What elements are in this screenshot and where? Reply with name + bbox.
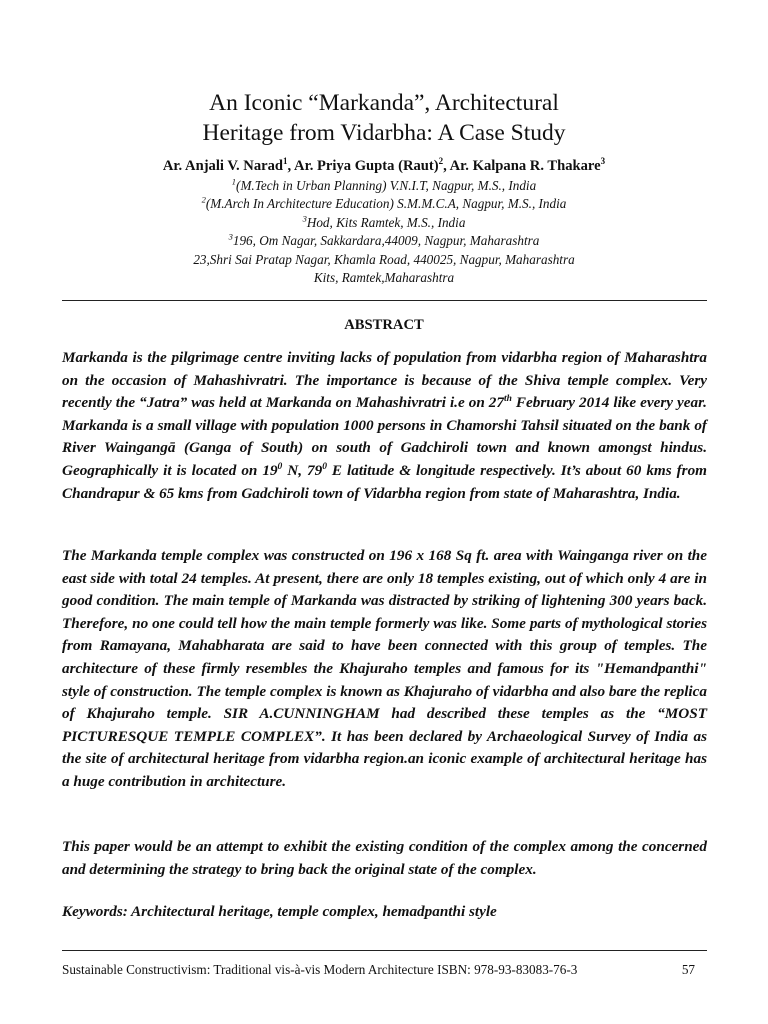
text-run: Markanda is the pilgrimage centre inviting lacks of population from vidarbha region of Maharashtra on the occasion of Mahashivratri. The importance is because of the Shiva temple complex. Very recently the “Jatra” was held at Markanda on Mahashivratri i.e on 27 — [62, 349, 707, 412]
affiliation-text: 196, Om Nagar, Sakkardara,44009, Nagpur, Maharashtra — [232, 233, 540, 249]
text-run: N, 79 — [282, 461, 323, 479]
author-list — [0, 156, 768, 176]
affiliation-mark: 1 — [231, 176, 237, 187]
superscript: th — [503, 394, 512, 405]
title-line-1: An Iconic “Markanda”, Architectural — [209, 90, 559, 116]
affiliation-mark: 2 — [201, 195, 206, 206]
affiliation-text: (M.Arch In Architecture Education) S.M.M.C.A, Nagpur, M.S., India — [205, 196, 567, 212]
author-name: Ar. Kalpana R. Thakare — [449, 158, 601, 174]
keywords-line: Keywords: Architectural heritage, temple complex, hemadpanthi style — [62, 903, 497, 920]
abstract-paragraph-3: This paper would be an attempt to exhibit the existing condition of the complex among the concerned and determining the strategy to bring back the original state of the complex. — [62, 838, 707, 878]
page-number: 57 — [681, 962, 695, 977]
header-divider — [62, 300, 707, 301]
text-run: E latitude & longitude respectively. It’s about 60 kms from Chandrapur & 65 kms from Gadchiroli town of Vidarbha region from state of Maharashtra, India. — [62, 461, 707, 502]
page-footer — [62, 961, 707, 979]
footer-citation: Sustainable Constructivism: Traditional vis-à-vis Modern Architecture ISBN: 978-93-83083-76-3 — [62, 962, 578, 977]
abstract-heading: ABSTRACT — [344, 317, 424, 333]
affiliation-text: Kits, Ramtek,Maharashtra — [313, 270, 455, 286]
superscript: 0 — [277, 461, 283, 472]
text-run: February 2014 like every year. Markanda is a small village with population 1000 persons in Chamorshi Tahsil situated on the bank of River Waingangā (Ganga of South) on south of Gadchiroli town and known amongst hindus. Geographically it is located on 19 — [62, 394, 707, 479]
affiliation-text: 23,Shri Sai Pratap Nagar, Khamla Road, 440025, Nagpur, Maharashtra — [193, 251, 575, 267]
title-line-2: Heritage from Vidarbha: A Case Study — [202, 120, 566, 146]
superscript: 0 — [322, 461, 327, 472]
affiliation-text: Hod, Kits Ramtek, M.S., India — [306, 214, 466, 230]
footer-divider — [62, 950, 707, 951]
affiliation-mark: 3 — [302, 213, 307, 224]
author-separator: , — [287, 158, 295, 174]
affiliation-line — [0, 177, 768, 195]
author-affil-mark: 3 — [600, 156, 606, 167]
author-separator: , — [443, 158, 450, 174]
paper-title — [0, 88, 768, 148]
affiliation-list — [0, 177, 768, 287]
abstract-paragraph-1 — [62, 347, 707, 505]
affiliation-mark: 3 — [228, 231, 233, 242]
author-name: Ar. Anjali V. Narad — [162, 158, 284, 174]
affiliation-line — [0, 232, 768, 250]
affiliation-line — [0, 214, 768, 232]
abstract-paragraph-2: The Markanda temple complex was constructed on 196 x 168 Sq ft. area with Wainganga river on the east side with total 24 temples. At present, there are only 18 temples existing, out of which only 4 are in good condition. The main temple of Markanda was distracted by striking of lightening 300 years back. Therefore, no one could tell how the main temple formerly was like. Some parts of mythological stories from Ramayana, Mahabharata are said to have been connected with this group of temples. The architecture of these firmly resembles the Khajuraho temples and famous for its "Hemandpanthi" style of construction. The temple complex is known as Khajuraho of vidarbha and also bare the replica of Khajuraho temple. SIR A.CUNNINGHAM had described these temples as the “MOST PICTURESQUE TEMPLE COMPLEX”. It has been declared by Archaeological Survey of India as the site of architectural heritage from vidarbha region.an iconic example of architectural heritage has a huge contribution in architecture. — [62, 547, 707, 790]
affiliation-line — [0, 251, 768, 269]
affiliation-line — [0, 195, 768, 213]
author-affil-mark: 1 — [283, 156, 288, 167]
author-name: Ar. Priya Gupta (Raut) — [294, 158, 439, 174]
affiliation-line — [0, 269, 768, 287]
affiliation-text: (M.Tech in Urban Planning) V.N.I.T, Nagpur, M.S., India — [236, 178, 537, 193]
author-affil-mark: 2 — [438, 156, 444, 167]
